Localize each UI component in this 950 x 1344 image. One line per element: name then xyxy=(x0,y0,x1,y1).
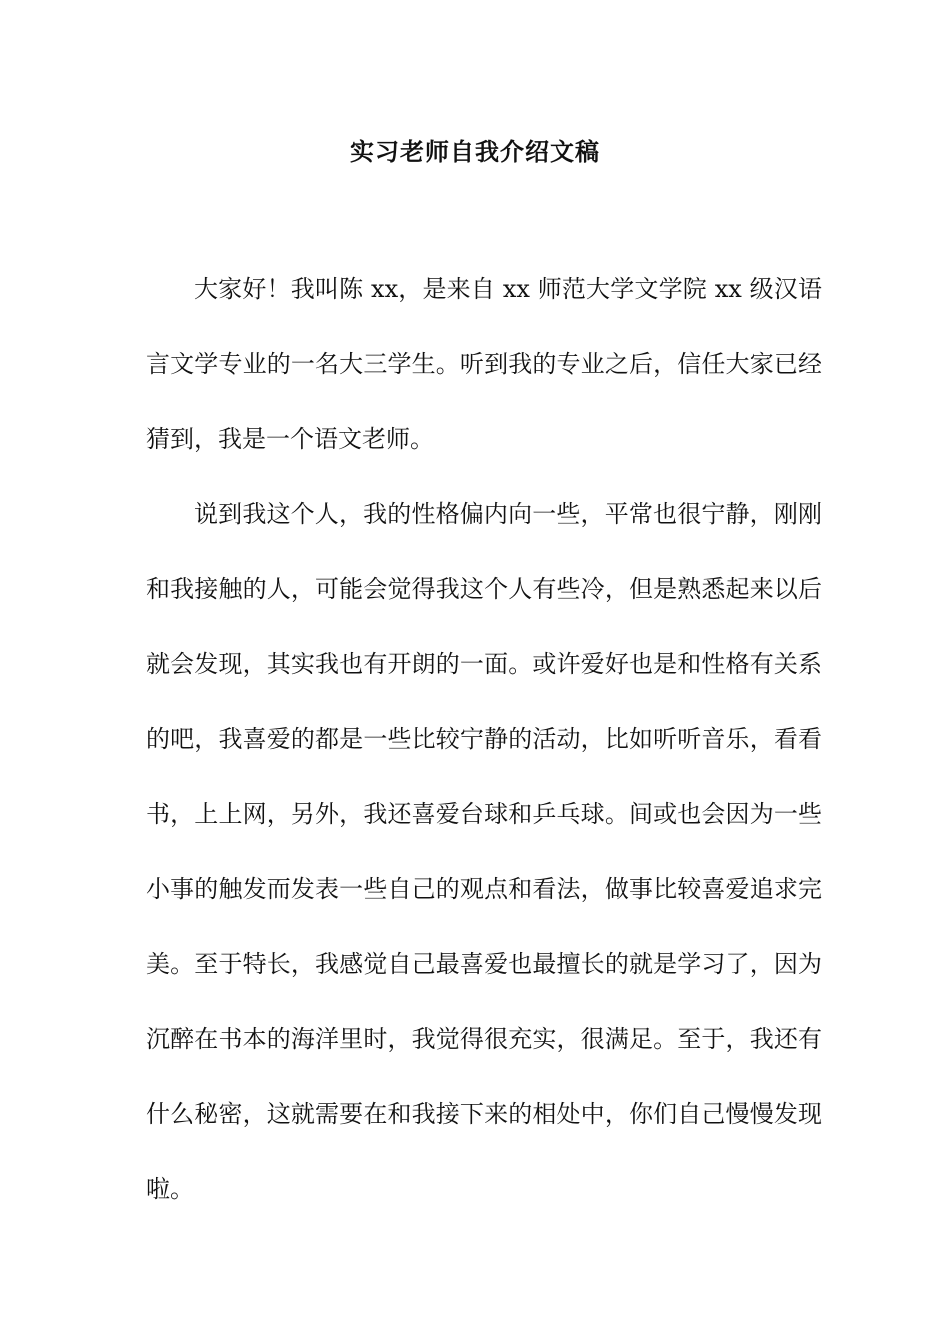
document-title: 实习老师自我介绍文稿 xyxy=(350,137,600,166)
document-body xyxy=(146,252,822,1227)
paragraph-personality: 说到我这个人，我的性格偏内向一些，平常也很宁静，刚刚和我接触的人，可能会觉得我这个人有些冷，但是熟悉起来以后就会发现，其实我也有开朗的一面。或许爱好也是和性格有关系的吧，我喜爱的都是一些比较宁静的活动，比如听听音乐，看看书，上上网，另外，我还喜爱台球和乒乓球。间或也会因为一些小事的触发而发表一些自己的观点和看法，做事比较喜爱追求完美。至于特长，我感觉自己最喜爱也最擅长的就是学习了，因为沉醉在书本的海洋里时，我觉得很充实，很满足。至于，我还有什么秘密，这就需要在和我接下来的相处中，你们自己慢慢发现啦。 xyxy=(146,500,822,1203)
paragraph-introduction: 大家好！我叫陈 xx，是来自 xx 师范大学文学院 xx 级汉语言文学专业的一名大三学生。听到我的专业之后，信任大家已经猜到，我是一个语文老师。 xyxy=(146,275,822,453)
